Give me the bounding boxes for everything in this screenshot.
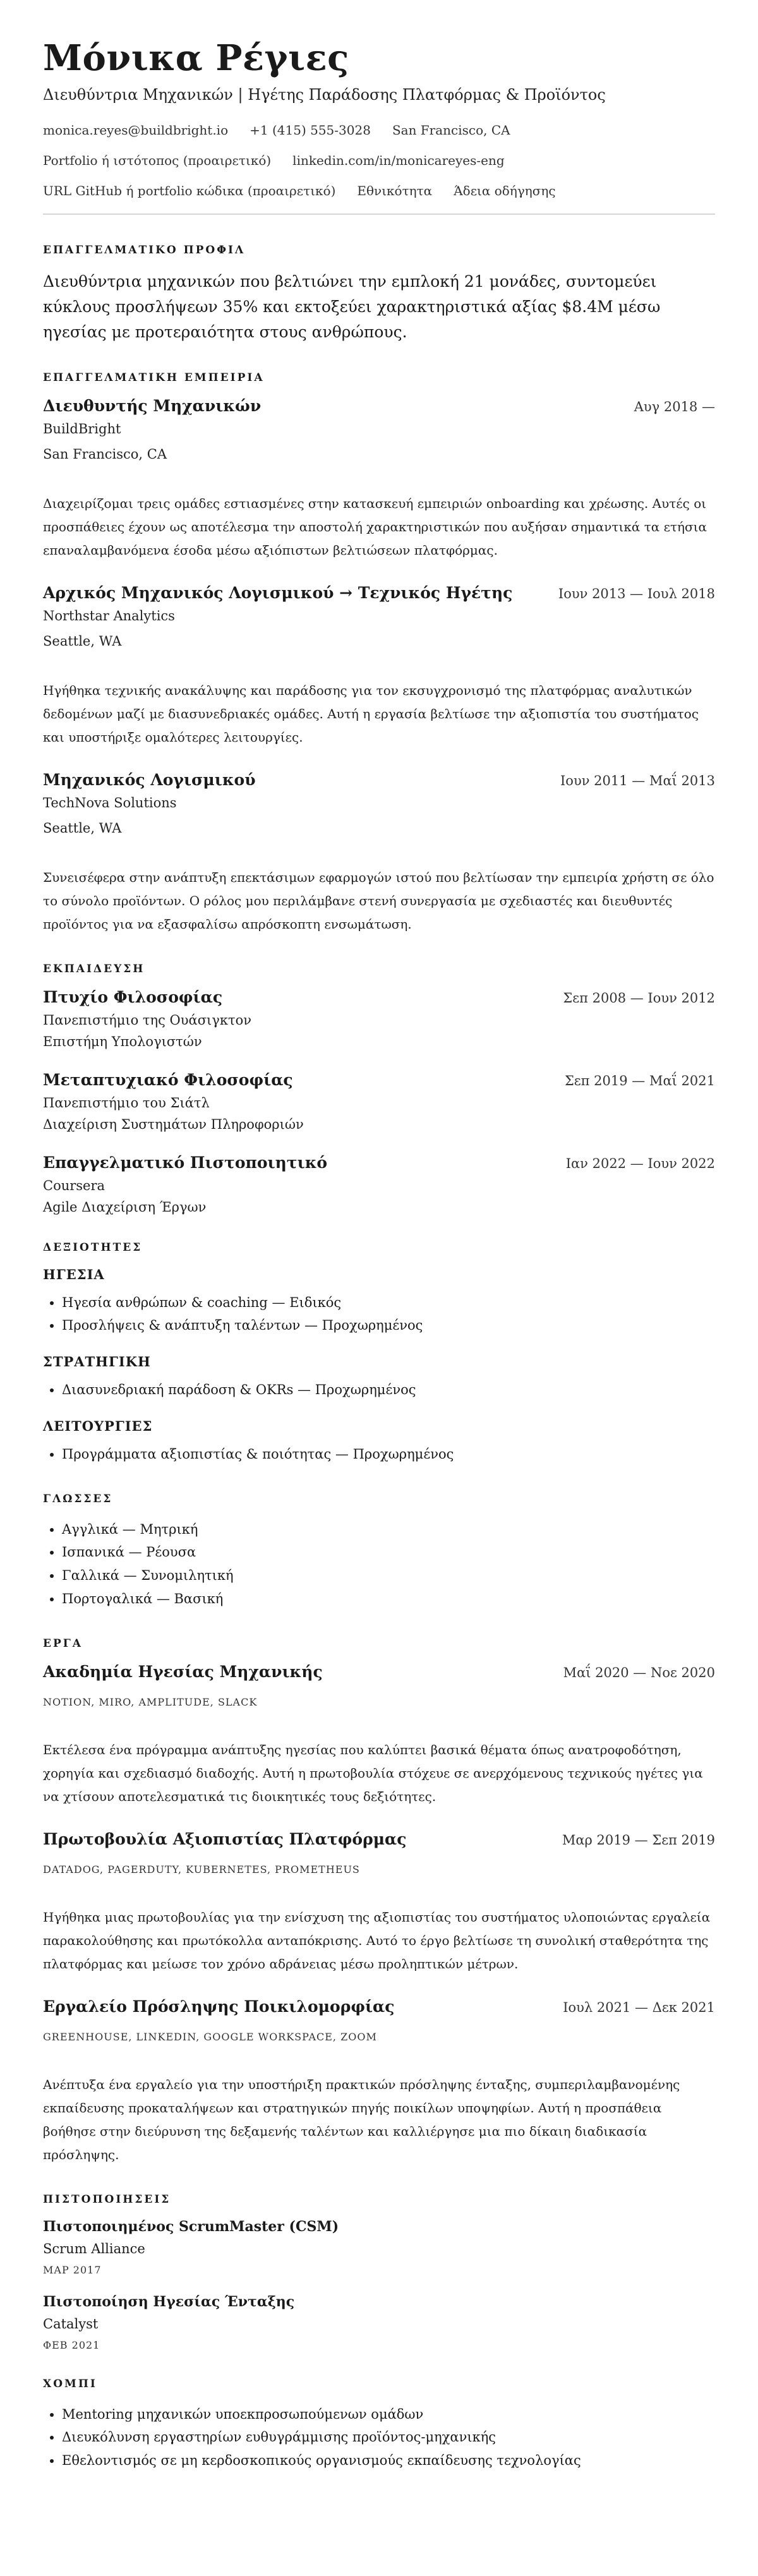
school-name: Πανεπιστήμιο του Σιάτλ: [43, 1095, 210, 1110]
project-name: Ακαδημία Ηγεσίας Μηχανικής: [43, 1662, 323, 1681]
education-section: [43, 963, 715, 1215]
job-dates: Ιουν 2013 — Ιουλ 2018: [558, 586, 715, 601]
skill-item: • Ηγεσία ανθρώπων & coaching — Ειδικός: [62, 1291, 715, 1315]
job-role: Μηχανικός Λογισμικού: [43, 770, 256, 789]
job-role: Διευθυντής Μηχανικών: [43, 396, 262, 415]
project-description: Εκτέλεσα ένα πρόγραμμα ανάπτυξης ηγεσίας που καλύπτει βασικά θέματα όπως ανατροφοδότηση, χορηγία και σχεδιασμό διαδοχής. Αυτή η πρωτοβουλία στόχευε σε ανερχόμενους τεχνικούς ηγέτες για να χτίσουν αποτελεσματικά τις διοικητικές τους δεξιότητες.: [43, 1742, 703, 1804]
skill-group-title: ΣΤΡΑΤΗΓΙΚΗ: [43, 1354, 151, 1370]
project-description: Ηγήθηκα μιας πρωτοβουλίας για την ενίσχυση της αξιοπιστίας του συστήματος υλοποιώντας εργαλεία παρακολούθησης και πρωτόκολλα ανταπόκρισης. Αυτό το έργο βελτίωσε τη συνολική σταθερότητα της πλατφόρμας και μείωσε τον χρόνο αδράνειας μέσω προληπτικών μέτρων.: [43, 1909, 711, 1971]
certifications-section: [43, 2193, 715, 2351]
section-title-education: ΕΚΠΑΙΔΕΥΣΗ: [43, 962, 145, 975]
job-location: Seattle, WA: [43, 820, 122, 836]
skill-group-title: ΛΕΙΤΟΥΡΓΙΕΣ: [43, 1417, 153, 1434]
section-title-certifications: ΠΙΣΤΟΠΟΙΗΣΕΙΣ: [43, 2193, 171, 2206]
language-item: • Πορτογαλικά — Βασική: [62, 1587, 715, 1611]
nationality-text: Εθνικότητα: [357, 183, 433, 198]
job-description: Ηγήθηκα τεχνικής ανακάλυψης και παράδοσης για τον εκσυγχρονισμό της πλατφόρμας αναλυτικών δεδομένων μαζί με διασυνεδριακές ομάδες. Αυτή η εργασία βελτίωσε την αξιοπιστία του συστήματος και υποστήριξε ομαλότερες λειτουργίες.: [43, 682, 699, 745]
projects-section: [43, 1637, 715, 2167]
hobby-list: [43, 2403, 715, 2472]
email-link[interactable]: monica.reyes@buildbright.io: [43, 122, 229, 138]
certification-org: Scrum Alliance: [43, 2241, 145, 2256]
job-role: Αρχικός Μηχανικός Λογισμικού → Τεχνικός Ηγέτης: [43, 583, 513, 602]
skill-list: [43, 1378, 715, 1402]
project-dates: Ιουλ 2021 — Δεκ 2021: [563, 1999, 715, 2015]
license-text: Άδεια οδήγησης: [454, 183, 556, 198]
study-field: Διαχείριση Συστημάτων Πληροφοριών: [43, 1116, 304, 1132]
job-dates: Ιουν 2011 — Μαΐ 2013: [560, 773, 715, 788]
project-description: Ανέπτυξα ένα εργαλείο για την υποστήριξη πρακτικών πρόσληψης ένταξης, συμπεριλαμβανομένης εκπαίδευσης προκαταλήψεων και στρατηγικών πηγής ποικίλων υποψηφίων. Αυτή η προσπάθεια βοήθησε στην διεύρυνση της δεξαμενής ταλέντων και καλλιέργησε μια πιο δίκαιη διαδικασία πρόσληψης.: [43, 2076, 680, 2162]
skill-list: [43, 1443, 715, 1466]
project-entry: [43, 1830, 715, 1976]
github-link[interactable]: URL GitHub ή portfolio κώδικα (προαιρετικό): [43, 183, 336, 198]
project-dates: Μαρ 2019 — Σεπ 2019: [562, 1832, 715, 1848]
education-entry: [43, 1071, 715, 1132]
degree-title: Πτυχίο Φιλοσοφίας: [43, 987, 223, 1006]
job-company: BuildBright: [43, 421, 121, 436]
candidate-headline: Διευθύντρια Μηχανικών | Ηγέτης Παράδοσης Πλατφόρμας & Προϊόντος: [43, 85, 606, 104]
resume-header: [43, 39, 715, 198]
project-entry: [43, 1997, 715, 2167]
certification-name: Πιστοποιημένος ScrumMaster (CSM): [43, 2218, 339, 2235]
hobby-item: • Διευκόλυνση εργαστηρίων ευθυγράμμισης προϊόντος-μηχανικής: [62, 2426, 715, 2449]
section-title-hobbies: ΧΟΜΠΙ: [43, 2377, 97, 2390]
project-tools: NOTION, MIRO, AMPLITUDE, SLACK: [43, 1695, 258, 1708]
contact-row-primary: [43, 123, 715, 138]
experience-entry: [43, 771, 715, 936]
job-description: Διαχειρίζομαι τρεις ομάδες εστιασμένες στην κατασκευή εμπειριών onboarding και χρέωσης. Αυτές οι προσπάθειες έχουν ως αποτέλεσμα την αποστολή χαρακτηριστικών που αυξήσαν σημαντικά τα ετήσια επαναλαμβανόμενα έσοδα μέσω αξιόπιστων βελτιώσεων πλατφόρμας.: [43, 495, 707, 558]
project-name: Πρωτοβουλία Αξιοπιστίας Πλατφόρμας: [43, 1829, 407, 1848]
certification-entry: [43, 2218, 715, 2276]
portfolio-link[interactable]: Portfolio ή ιστότοπος (προαιρετικό): [43, 152, 272, 168]
hobby-item: • Mentoring μηχανικών υποεκπροσωπούμενων ομάδων: [62, 2403, 715, 2426]
hobbies-section: [43, 2378, 715, 2472]
section-title-skills: ΔΕΞΙΟΤΗΤΕΣ: [43, 1241, 143, 1254]
languages-section: [43, 1493, 715, 1611]
project-dates: Μαΐ 2020 — Νοε 2020: [563, 1664, 715, 1680]
skill-group-title: ΗΓΕΣΙΑ: [43, 1266, 105, 1282]
job-location: Seattle, WA: [43, 633, 122, 649]
project-tools: GREENHOUSE, LINKEDIN, GOOGLE WORKSPACE, ZOOM: [43, 2030, 377, 2043]
education-dates: Σεπ 2019 — Μαΐ 2021: [564, 1073, 715, 1088]
language-item: • Ισπανικά — Ρέουσα: [62, 1541, 715, 1564]
section-title-experience: ΕΠΑΓΓΕΛΜΑΤΙΚΗ ΕΜΠΕΙΡΙΑ: [43, 371, 265, 384]
skill-item: • Προγράμματα αξιοπιστίας & ποιότητας — Προχωρημένος: [62, 1443, 715, 1466]
header-divider: [43, 214, 715, 215]
certification-date: ΦΕΒ 2021: [43, 2338, 100, 2351]
study-field: Επιστήμη Υπολογιστών: [43, 1033, 202, 1049]
project-entry: [43, 1663, 715, 1809]
job-location: San Francisco, CA: [43, 446, 167, 462]
location-text: San Francisco, CA: [392, 122, 510, 138]
school-name: Πανεπιστήμιο της Ουάσιγκτον: [43, 1012, 251, 1028]
profile-section: [43, 244, 715, 345]
linkedin-link[interactable]: linkedin.com/in/monicareyes-eng: [292, 152, 505, 168]
project-name: Εργαλείο Πρόσληψης Ποικιλομορφίας: [43, 1997, 395, 2016]
education-entry: [43, 988, 715, 1049]
job-dates: Αυγ 2018 —: [634, 399, 715, 414]
project-tools: DATADOG, PAGERDUTY, KUBERNETES, PROMETHEUS: [43, 1863, 360, 1875]
school-name: Coursera: [43, 1177, 105, 1193]
certification-org: Catalyst: [43, 2316, 99, 2332]
section-title-profile: ΕΠΑΓΓΕΛΜΑΤΙΚΟ ΠΡΟΦΙΛ: [43, 243, 246, 256]
education-dates: Ιαν 2022 — Ιουν 2022: [565, 1155, 715, 1171]
job-company: Northstar Analytics: [43, 608, 175, 623]
language-item: • Γαλλικά — Συνομιλητική: [62, 1564, 715, 1587]
certification-date: ΜΑΡ 2017: [43, 2263, 102, 2276]
degree-title: Επαγγελματικό Πιστοποιητικό: [43, 1153, 328, 1172]
language-list: [43, 1518, 715, 1611]
job-company: TechNova Solutions: [43, 795, 177, 810]
section-title-languages: ΓΛΩΣΣΕΣ: [43, 1492, 113, 1505]
candidate-name: Μόνικα Ρέγιες: [43, 37, 349, 79]
skills-section: [43, 1241, 715, 1466]
contact-row-extra: [43, 183, 715, 198]
section-title-projects: ΕΡΓΑ: [43, 1637, 83, 1650]
job-description: Συνεισέφερα στην ανάπτυξη επεκτάσιμων εφαρμογών ιστού που βελτίωσαν την εμπειρία χρήστη σε όλο το σύνολο προϊόντων. Ο ρόλος μου περιλάμβανε στενή συνεργασία με σχεδιαστές και διευθυντές προϊόντος για να εξασφαλίσω απρόσκοπτη ενσωμάτωση.: [43, 869, 714, 932]
certification-entry: [43, 2294, 715, 2351]
phone-number[interactable]: +1 (415) 555-3028: [250, 122, 371, 138]
study-field: Agile Διαχείριση Έργων: [43, 1199, 207, 1215]
language-item: • Αγγλικά — Μητρική: [62, 1518, 715, 1541]
education-entry: [43, 1153, 715, 1215]
certification-name: Πιστοποίηση Ηγεσίας Ένταξης: [43, 2293, 295, 2310]
experience-section: [43, 371, 715, 936]
hobby-item: • Εθελοντισμός σε μη κερδοσκοπικούς οργανισμούς εκπαίδευσης τεχνολογίας: [62, 2449, 715, 2472]
skill-item: • Διασυνεδριακή παράδοση & OKRs — Προχωρημένος: [62, 1378, 715, 1402]
experience-entry: [43, 397, 715, 562]
profile-summary: Διευθύντρια μηχανικών που βελτιώνει την εμπλοκή 21 μονάδες, συντομεύει κύκλους προσλήψεων 35% και εκτοξεύει χαρακτηριστικά αξίας $8.4M μέσω ηγεσίας με προτεραιότητα στους ανθρώπους.: [43, 272, 661, 341]
contact-row-links: [43, 153, 715, 168]
degree-title: Μεταπτυχιακό Φιλοσοφίας: [43, 1070, 293, 1089]
skill-list: [43, 1291, 715, 1338]
education-dates: Σεπ 2008 — Ιουν 2012: [563, 990, 715, 1006]
experience-entry: [43, 584, 715, 749]
skill-item: • Προσλήψεις & ανάπτυξη ταλέντων — Προχωρημένος: [62, 1314, 715, 1337]
